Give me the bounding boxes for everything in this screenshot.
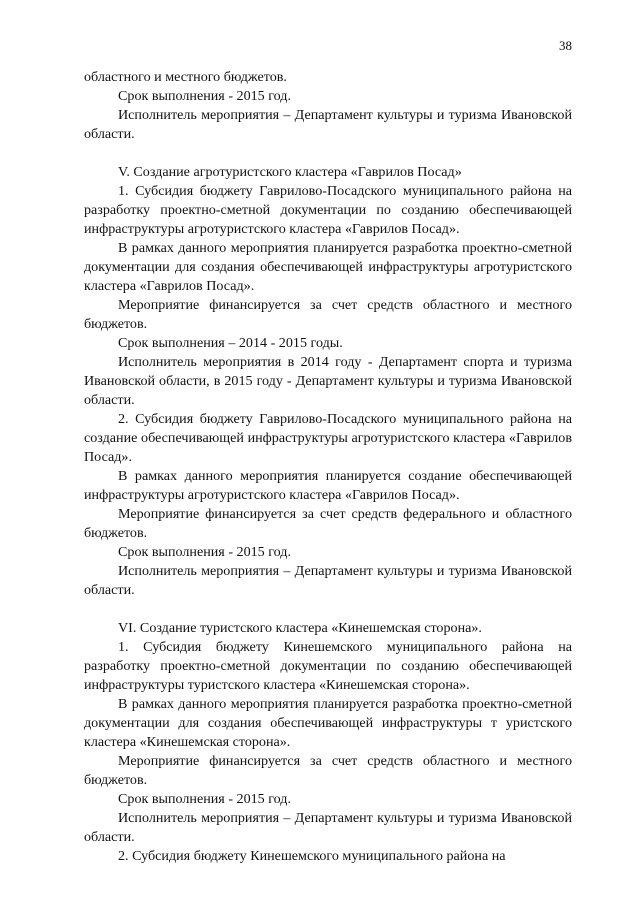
paragraph: Срок выполнения - 2015 год. <box>118 88 292 104</box>
section-heading: VI. Создание туристского кластера «Кинешемская сторона». <box>118 620 482 636</box>
paragraph: 1. Субсидия бюджету Кинешемского муниципального района на разработку проектно-сметной документации по созданию обеспечивающей инфраструктуры туристского кластера «Кинешемская сторона». <box>84 639 572 693</box>
paragraph: В рамках данного мероприятия планируется разработка проектно-сметной документации для создания обеспечивающей инфраструктуры т уристского кластера «Кинешемская сторона». <box>84 696 572 750</box>
paragraph: Срок выполнения - 2015 год. <box>118 544 292 560</box>
paragraph: Исполнитель мероприятия – Департамент культуры и туризма Ивановской области. <box>84 563 572 598</box>
paragraph: Срок выполнения - 2015 год. <box>118 791 292 807</box>
page-number: 38 <box>559 38 572 53</box>
paragraph: Мероприятие финансируется за счет средств областного и местного бюджетов. <box>84 297 572 332</box>
paragraph: Мероприятие финансируется за счет средств областного и местного бюджетов. <box>84 753 572 788</box>
paragraph: Исполнитель мероприятия – Департамент культуры и туризма Ивановской области. <box>84 107 572 142</box>
paragraph: В рамках данного мероприятия планируется разработка проектно-сметной документации для создания обеспечивающей инфраструктуры агротуристского кластера «Гаврилов Посад». <box>84 240 572 294</box>
paragraph: 2. Субсидия бюджету Гаврилово-Посадского муниципального района на создание обеспечивающей инфраструктуры агротуристского кластера «Гаврилов Посад». <box>84 411 572 465</box>
section-heading: V. Создание агротуристского кластера «Гаврилов Посад» <box>118 164 462 180</box>
paragraph: Исполнитель мероприятия – Департамент культуры и туризма Ивановской области. <box>84 810 572 845</box>
paragraph: 2. Субсидия бюджету Кинешемского муниципального района на <box>118 848 506 864</box>
paragraph: Мероприятие финансируется за счет средств федерального и областного бюджетов. <box>84 506 572 541</box>
document-body <box>84 68 572 866</box>
paragraph: Срок выполнения – 2014 - 2015 годы. <box>118 335 343 351</box>
paragraph: 1. Субсидия бюджету Гаврилово-Посадского муниципального района на разработку проектно-сметной документации по созданию обеспечивающей инфраструктуры агротуристского кластера «Гаврилов Посад». <box>84 183 572 237</box>
paragraph: В рамках данного мероприятия планируется создание обеспечивающей инфраструктуры агротуристского кластера «Гаврилов Посад». <box>84 468 572 503</box>
paragraph: областного и местного бюджетов. <box>84 69 287 85</box>
paragraph: Исполнитель мероприятия в 2014 году - Департамент спорта и туризма Ивановской области, в 2015 году - Департамент культуры и туризма Ивановской области. <box>84 354 572 408</box>
